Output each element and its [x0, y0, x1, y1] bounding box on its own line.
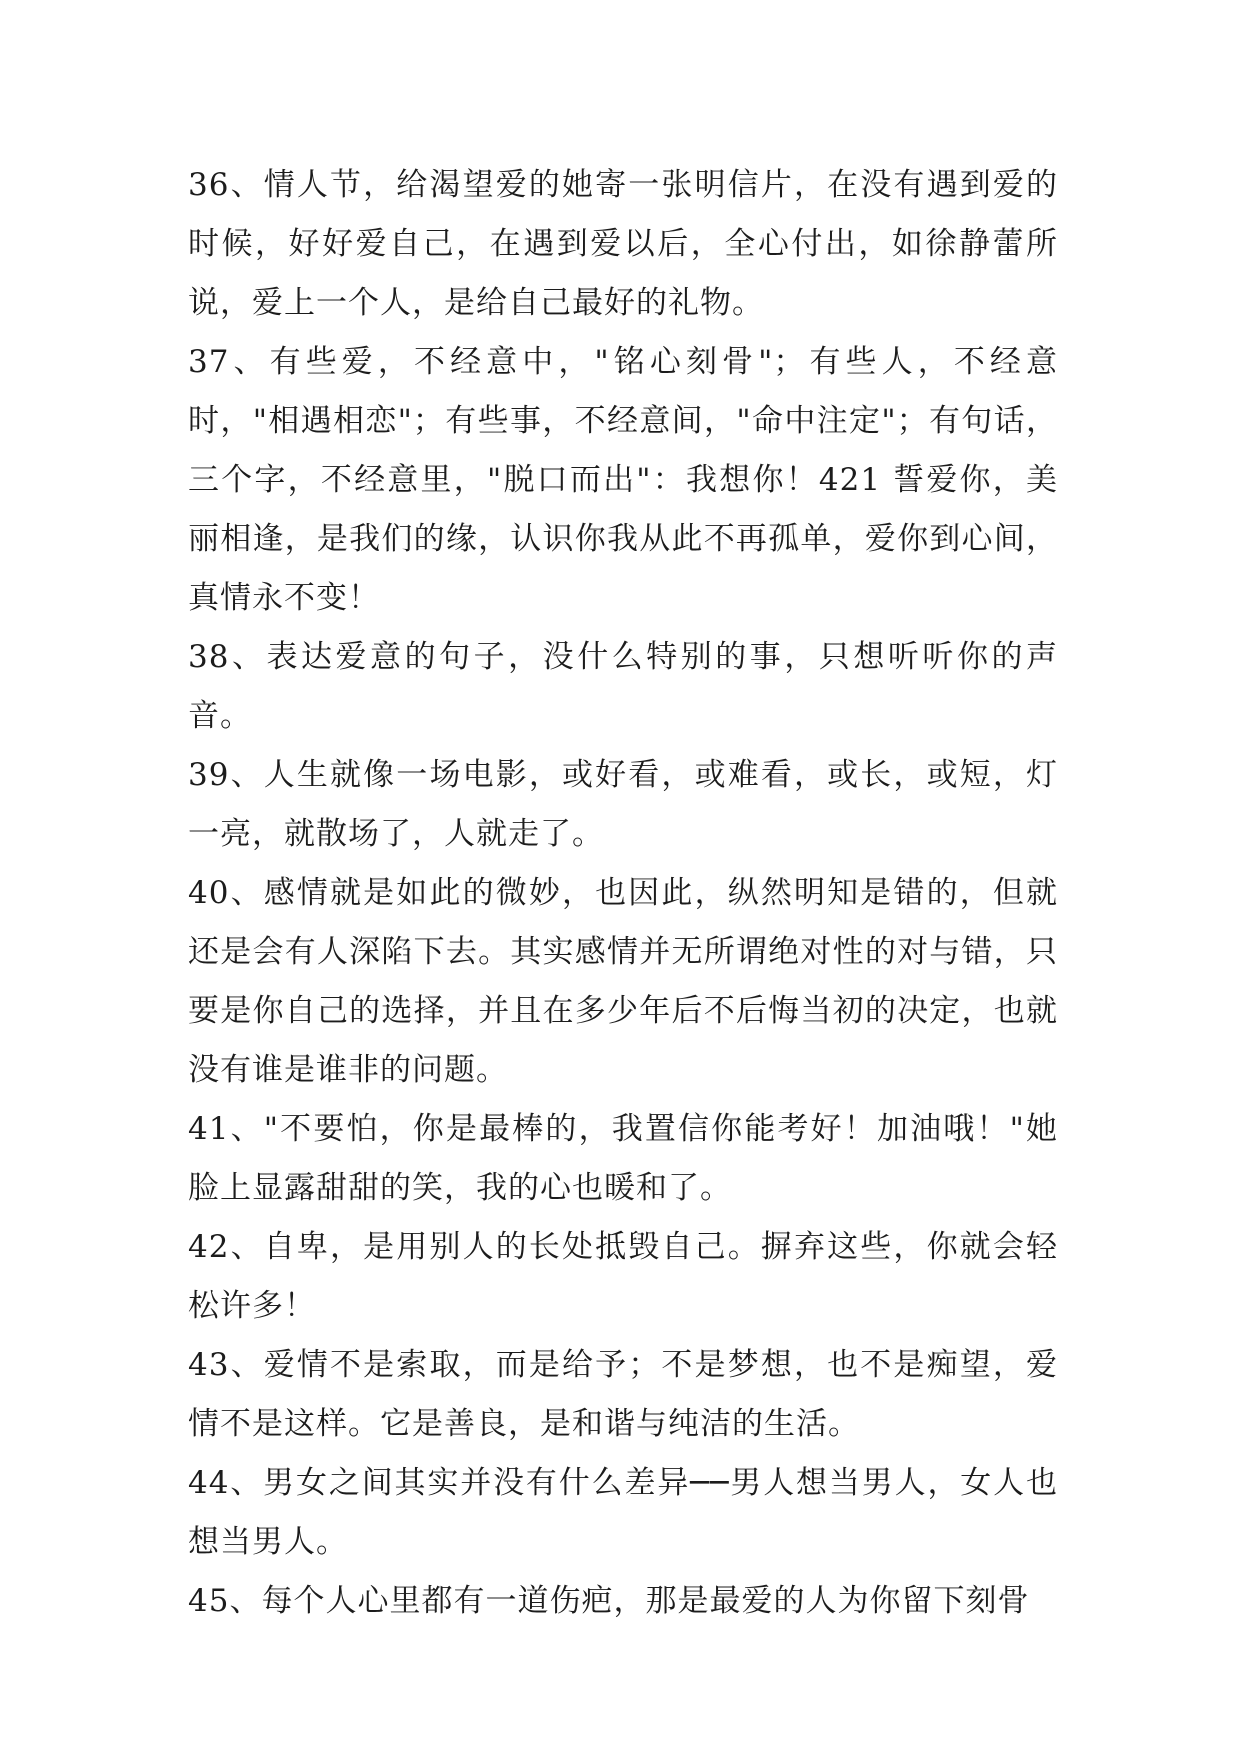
paragraph-38: 38、表达爱意的句子，没什么特别的事，只想听听你的声音。 [188, 639, 1058, 734]
paragraph-45: 45、每个人心里都有一道伤疤，那是最爱的人为你留下刻骨 [188, 1583, 1030, 1619]
paragraph-37: 37、有些爱，不经意中，"铭心刻骨"；有些人，不经意时，"相遇相恋"；有些事，不经意间，"命中注定"；有句话，三个字，不经意里，"脱口而出"：我想你！421 誓爱你，美丽相逢，是我们的缘，认识你我从此不再孤单，爱你到心间，真情永不变！ [188, 344, 1058, 616]
document-body [188, 156, 1058, 1631]
paragraph-43: 43、爱情不是索取，而是给予；不是梦想，也不是痴望，爱情不是这样。它是善良，是和谐与纯洁的生活。 [188, 1347, 1058, 1442]
paragraph-39: 39、人生就像一场电影，或好看，或难看，或长，或短，灯一亮，就散场了，人就走了。 [188, 757, 1058, 852]
paragraph-44: 44、男女之间其实并没有什么差异──男人想当男人，女人也想当男人。 [188, 1465, 1058, 1560]
paragraph-40: 40、感情就是如此的微妙，也因此，纵然明知是错的，但就还是会有人深陷下去。其实感情并无所谓绝对性的对与错，只要是你自己的选择，并且在多少年后不后悔当初的决定，也就没有谁是谁非的问题。 [188, 875, 1058, 1088]
paragraph-41: 41、"不要怕，你是最棒的，我置信你能考好！加油哦！"她脸上显露甜甜的笑，我的心也暖和了。 [188, 1111, 1058, 1206]
paragraph-42: 42、自卑，是用别人的长处抵毁自己。摒弃这些，你就会轻松许多！ [188, 1229, 1058, 1324]
paragraph-36: 36、情人节，给渴望爱的她寄一张明信片，在没有遇到爱的时候，好好爱自己，在遇到爱以后，全心付出，如徐静蕾所说，爱上一个人，是给自己最好的礼物。 [188, 167, 1058, 321]
